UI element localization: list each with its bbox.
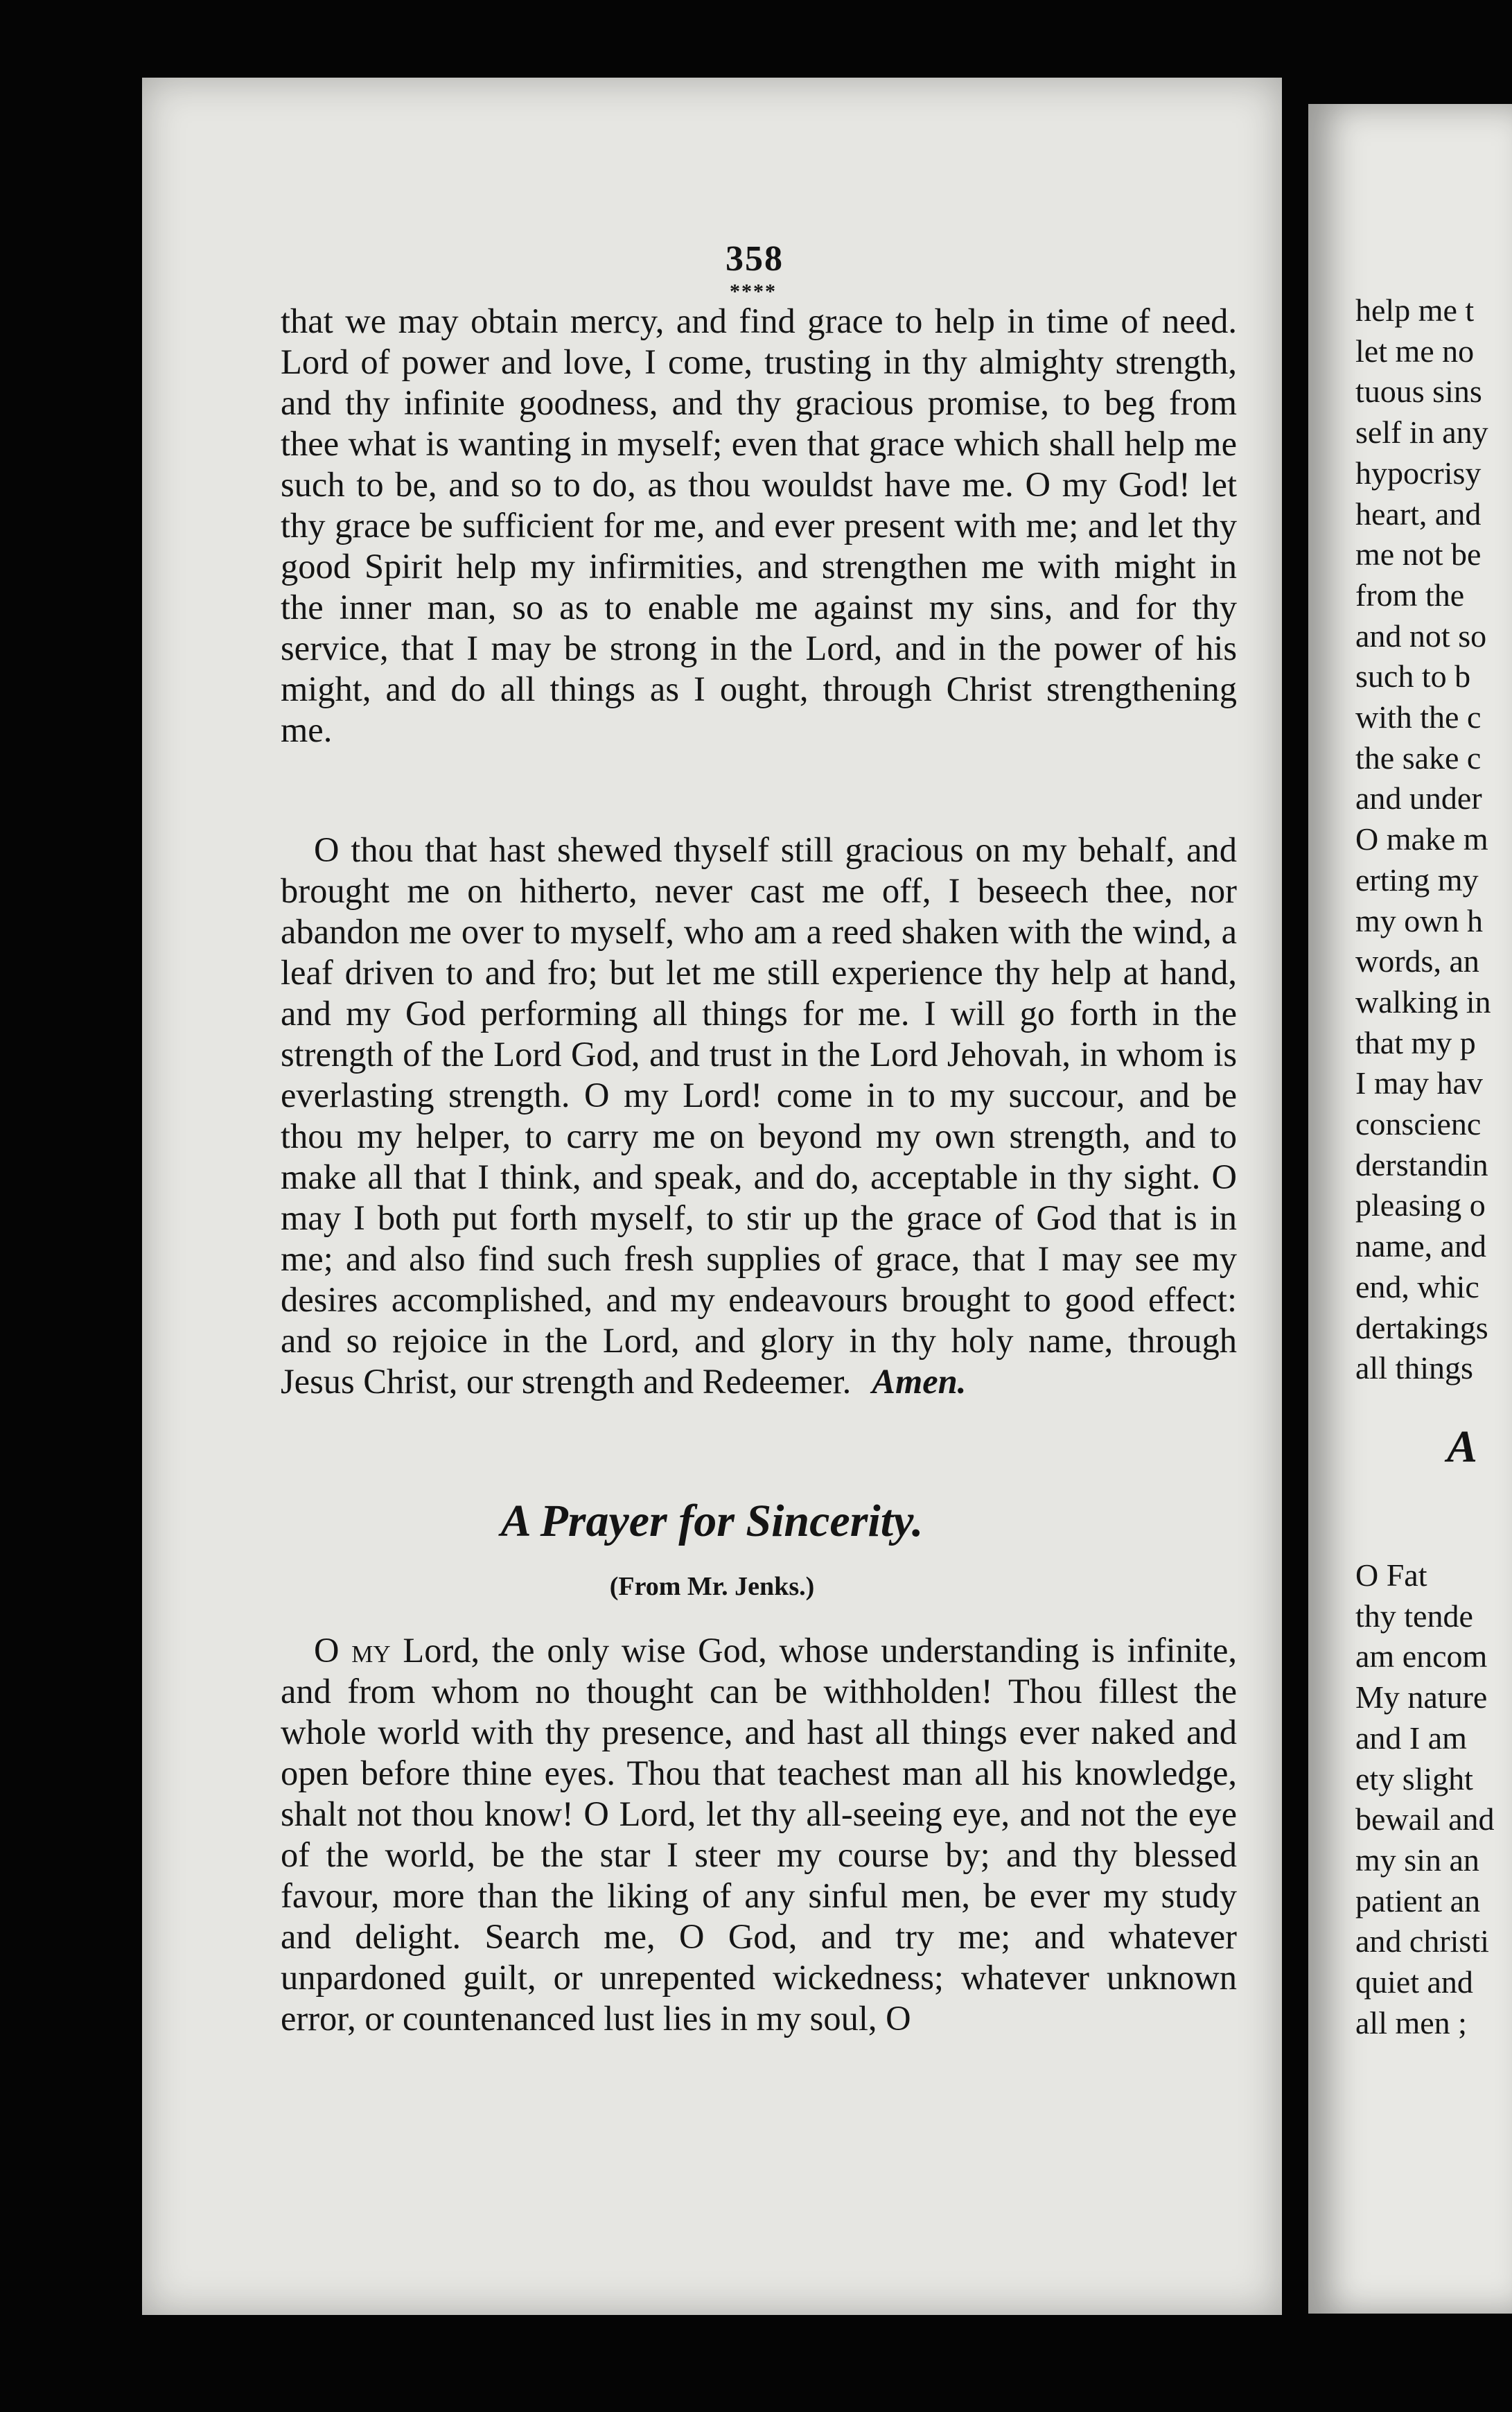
right-page-line: O Fat — [1355, 1557, 1427, 1593]
paragraph-2-content — [281, 830, 1237, 1402]
right-page-line: dertakings — [1355, 1309, 1488, 1345]
right-page-line: hypocrisy — [1355, 455, 1482, 491]
right-page-line: all men ; — [1355, 2004, 1467, 2040]
right-page-line: I may hav — [1355, 1065, 1483, 1101]
right-page-line: and under — [1355, 780, 1482, 816]
right-page-line: and christi — [1355, 1923, 1489, 1959]
right-page-line: erting my — [1355, 862, 1479, 898]
section-attribution: (From Mr. Jenks.) — [609, 1572, 815, 1601]
right-page-line: quiet and — [1355, 1964, 1473, 2000]
right-page-line: ety slight — [1355, 1760, 1473, 1797]
right-page-line: that my p — [1355, 1024, 1476, 1060]
paragraph-1 — [281, 301, 1237, 751]
right-page-line: patient an — [1355, 1882, 1481, 1919]
right-page-line: walking in — [1355, 984, 1491, 1020]
right-page-line: name, and — [1355, 1228, 1487, 1264]
right-page-line: bewail and — [1355, 1801, 1495, 1837]
right-page-line: such to b — [1355, 658, 1471, 694]
right-page-line: am encom — [1355, 1638, 1488, 1675]
right-page-line: my own h — [1355, 902, 1483, 938]
paragraph-2 — [281, 830, 1237, 1402]
paragraph-1-text: that we may obtain mercy, and find grace to help in time of need. Lord of power and love, I come, trusting in thy almighty strength, and thy infinite goodness, and thy gracious promise, to beg from thee what is wanting in myself; even that grace which shall help me such to be, and so to do, as thou wouldst have me. O my God! let thy grace be sufficient for me, and ever present with me; and let thy good Spirit help my infirmities, and strengthen me with might in the inner man, so as to enable me against my sins, and for thy service, that I may be strong in the Lord, and in the power of his might, and do all things as I ought, through Christ strengthening me. — [281, 302, 1237, 749]
paragraph-3-content — [281, 1630, 1237, 2039]
right-page-line: and not so — [1355, 618, 1487, 654]
right-page-line: derstandin — [1355, 1146, 1488, 1182]
right-page-line: let me no — [1355, 333, 1475, 369]
page-number: 358 — [726, 239, 784, 279]
right-page-heading-fragment: A — [1447, 1422, 1478, 1472]
right-page-line: from the — [1355, 577, 1465, 613]
paragraph-3 — [281, 1630, 1237, 2039]
paragraph-2-text: O thou that hast shewed thyself still gracious on my behalf, and brought me on hitherto, never cast me off, I beseech thee, nor abandon me over to myself, who am a reed shaken with the wind, a leaf driven to and fro; but let me still experience thy help at hand, and my God performing all things for me. I will go forth in the strength of the Lord God, and trust in the Lord Jehovah, in whom is everlasting strength. O my Lord! come in to my succour, and be thou my helper, to carry me on beyond my own strength, and to make all that I think, and speak, and do, acceptable in thy sight. O may I both put forth myself, to stir up the grace of God that is in me; and also find such fresh supplies of grace, that I may see my desires accomplished, and my endeavours brought to good effect: and so rejoice in the Lord, and glory in thy holy name, through Jesus Christ, our strength and Redeemer. — [281, 830, 1237, 1401]
right-page-line: pleasing o — [1355, 1187, 1486, 1223]
right-page-line: end, whic — [1355, 1268, 1479, 1304]
right-page-line: thy tende — [1355, 1598, 1473, 1634]
right-page-line: the sake c — [1355, 740, 1482, 776]
paragraph-3-opening: O my — [314, 1631, 391, 1670]
right-page-line: heart, and — [1355, 496, 1482, 532]
section-heading: A Prayer for Sincerity. — [500, 1496, 924, 1546]
right-page-line: My nature — [1355, 1679, 1488, 1715]
right-page-line: words, an — [1355, 943, 1479, 979]
right-page-fragment — [1308, 104, 1512, 2314]
right-page-line: O make m — [1355, 821, 1488, 857]
right-page-line: all things — [1355, 1350, 1473, 1386]
right-page-line: and I am — [1355, 1720, 1467, 1756]
right-page-line: my sin an — [1355, 1842, 1479, 1878]
paragraph-3-text: Lord, the only wise God, whose understanding is infinite, and from whom no thought can be withholden! Thou fillest the whole world with thy presence, and hast all things ever naked and open before thine eyes. Thou that teachest man all his knowledge, shalt not thou know! O Lord, let thy all-seeing eye, and not the eye of the world, be the star I steer my course by; and thy blessed favour, more than the liking of any sinful men, be ever my study and delight. Search me, O God, and try me; and whatever unpardoned guilt, or unrepented wickedness; whatever unknown error, or countenanced lust lies in my soul, O — [281, 1631, 1238, 2038]
right-page-line: with the c — [1355, 699, 1482, 735]
right-page-line: tuous sins — [1355, 374, 1482, 410]
right-page-line: self in any — [1355, 414, 1488, 451]
ornament: **** — [730, 280, 777, 303]
right-page-line: help me t — [1355, 292, 1475, 328]
left-page — [142, 78, 1282, 2315]
amen: Amen. — [872, 1362, 967, 1401]
right-page-line: conscienc — [1355, 1106, 1482, 1142]
right-page-line: me not be — [1355, 536, 1482, 573]
